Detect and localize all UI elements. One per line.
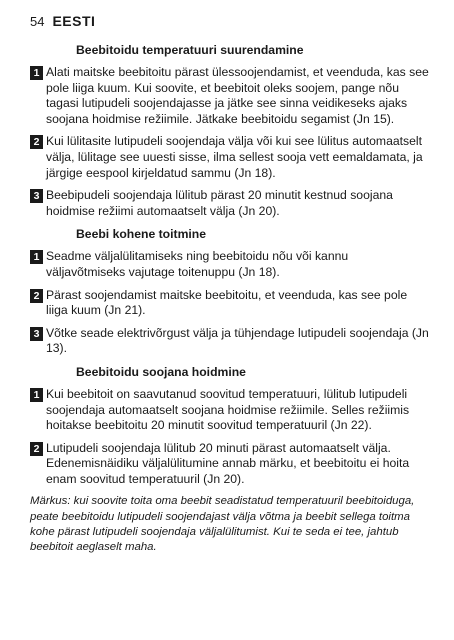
section-immediate-feeding xyxy=(30,226,430,357)
step-number-badge: 1 xyxy=(30,250,43,264)
step-number-badge: 3 xyxy=(30,189,43,203)
language-heading: EESTI xyxy=(52,13,96,29)
step-text: Alati maitske beebitoitu pärast ülessoojendamist, et veenduda, kas see pole liiga kuum. Kui soovite, et beebitoit oleks soojem, pange nõu tagasi lutipudeli soojendajasse ja jätke see sinna veidikeseks ajaks soojana hoidmise režiimile. Jätkake beebitoidu segamist (Jn 15). xyxy=(46,65,429,126)
step xyxy=(30,188,430,219)
step xyxy=(30,441,430,488)
section-title: Beebitoidu temperatuuri suurendamine xyxy=(76,43,304,57)
note-paragraph: Märkus: kui soovite toita oma beebit seadistatud temperatuuril beebitoiduga, peate beebitoidu lutipudeli soojendajast välja võtma ja beebit sellega toitma kohe pärast lutipudeli soojendaja väljalülitumist. Kui te seda ei tee, jahtub beebitoit aeglaselt maha. xyxy=(30,495,415,554)
step-number-badge: 2 xyxy=(30,442,43,456)
step xyxy=(30,288,430,319)
step xyxy=(30,134,430,181)
step xyxy=(30,65,430,127)
step-number-badge: 2 xyxy=(30,289,43,303)
step-number-badge: 1 xyxy=(30,66,43,80)
step xyxy=(30,326,430,357)
step-number-badge: 1 xyxy=(30,388,43,402)
section-keep-warm xyxy=(30,364,430,488)
step-text: Pärast soojendamist maitske beebitoitu, et veenduda, kas see pole liiga kuum (Jn 21). xyxy=(46,287,408,318)
step-text: Beebipudeli soojendaja lülitub pärast 20 minutit kestnud soojana hoidmise režiimi automaatselt välja (Jn 20). xyxy=(46,188,393,218)
step-text: Kui beebitoit on saavutanud soovitud temperatuuri, lülitub lutipudeli soojendaja automaatselt soojana hoidmise režiimile. Selles režiimis hoitakse beebitoitu 20 minutit soovitud temperatuuril (Jn 22). xyxy=(46,386,410,433)
page-header xyxy=(30,13,95,29)
section-title: Beebitoidu soojana hoidmine xyxy=(76,364,246,379)
step-number-badge: 3 xyxy=(30,327,43,341)
step xyxy=(30,249,430,280)
page-number: 54 xyxy=(30,14,45,29)
manual-content xyxy=(30,42,430,555)
section-temperature-increase xyxy=(30,42,430,219)
step-text: Lutipudeli soojendaja lülitub 20 minuti pärast automaatselt välja. Edenemisnäidiku väljalülitumine annab märku, et beebitoitu ei hoita enam soovitud temperatuuril (Jn 20). xyxy=(46,440,410,486)
step-text: Seadme väljalülitamiseks ning beebitoidu nõu või kannu väljavõtmiseks vajutage toitenuppu (Jn 18). xyxy=(46,249,349,279)
step-text: Võtke seade elektrivõrgust välja ja tühjendage lutipudeli soojendaja (Jn 13). xyxy=(46,325,429,356)
step-text: Kui lülitasite lutipudeli soojendaja välja või kui see lülitus automaatselt välja, lülitage see uuesti sisse, ilma sellest sooja vett eemaldamata, ja järgige eespool kirjeldatud sammu (Jn 18). xyxy=(46,134,423,180)
step xyxy=(30,387,430,434)
step-number-badge: 2 xyxy=(30,135,43,149)
section-title: Beebi kohene toitmine xyxy=(76,227,207,242)
